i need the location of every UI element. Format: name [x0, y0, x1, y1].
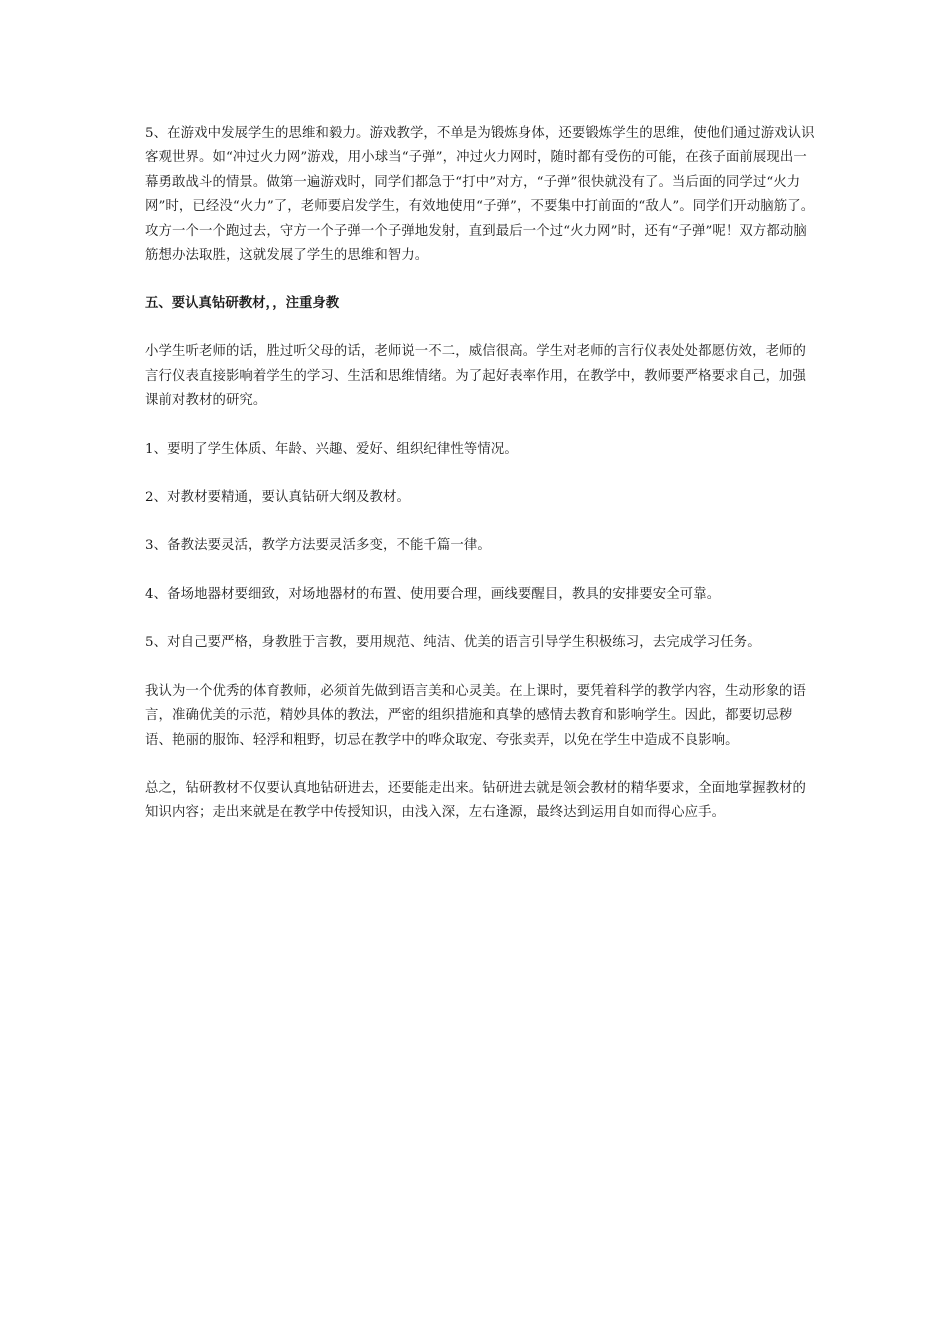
document-body	[145, 122, 815, 850]
list-item-5: 5、对自己要严格，身教胜于言教，要用规范、纯洁、优美的语言引导学生积极练习，去完成学习任务。	[145, 635, 761, 651]
list-item-2: 2、对教材要精通，要认真钻研大纲及教材。	[145, 490, 410, 506]
paragraph-excellent-teacher: 我认为一个优秀的体育教师，必须首先做到语言美和心灵美。在上课时，要凭着科学的教学内容，生动形象的语言，准确优美的示范，精妙具体的教法，严密的组织措施和真挚的感情去教育和影响学生。因此，都要切忌秽语、艳丽的服饰、轻浮和粗野，切忌在教学中的哗众取宠、夸张卖弄，以免在学生中造成不良影响。	[145, 683, 807, 748]
paragraph-conclusion: 总之，钻研教材不仅要认真地钻研进去，还要能走出来。钻研进去就是领会教材的精华要求，全面地掌握教材的知识内容；走出来就是在教学中传授知识，由浅入深，左右逢源，最终达到运用自如而得心应手。	[145, 780, 807, 821]
paragraph-game-thinking: 5、在游戏中发展学生的思维和毅力。游戏教学，不单是为锻炼身体，还要锻炼学生的思维，使他们通过游戏认识客观世界。如“冲过火力网”游戏，用小球当“子弹”，冲过火力网时，随时都有受伤的可能，在孩子面前展现出一幕勇敢战斗的情景。做第一遍游戏时，同学们都急于“打中”对方，“子弹”很快就没有了。当后面的同学过“火力网”时，已经没“火力”了，老师要启发学生，有效地使用“子弹”，不要集中打前面的“敌人”。同学们开动脑筋了。攻方一个一个跑过去，守方一个子弹一个子弹地发射，直到最后一个过“火力网”时，还有“子弹”呢！双方都动脑筋想办法取胜，这就发展了学生的思维和智力。	[145, 126, 815, 264]
list-item-4: 4、备场地器材要细致，对场地器材的布置、使用要合理，画线要醒目，教具的安排要安全可靠。	[145, 586, 721, 602]
list-item-3: 3、备教法要灵活，教学方法要灵活多变，不能千篇一律。	[145, 538, 491, 554]
paragraph-teacher-example: 小学生听老师的话，胜过听父母的话，老师说一不二，威信很高。学生对老师的言行仪表处处都愿仿效，老师的言行仪表直接影响着学生的学习、生活和思维情绪。为了起好表率作用，在教学中，教师要严格要求自己，加强课前对教材的研究。	[145, 344, 807, 409]
list-item-1: 1、要明了学生体质、年龄、兴趣、爱好、组织纪律性等情况。	[145, 441, 518, 457]
section-heading-study-materials: 五、要认真钻研教材，，注重身教	[145, 296, 340, 312]
